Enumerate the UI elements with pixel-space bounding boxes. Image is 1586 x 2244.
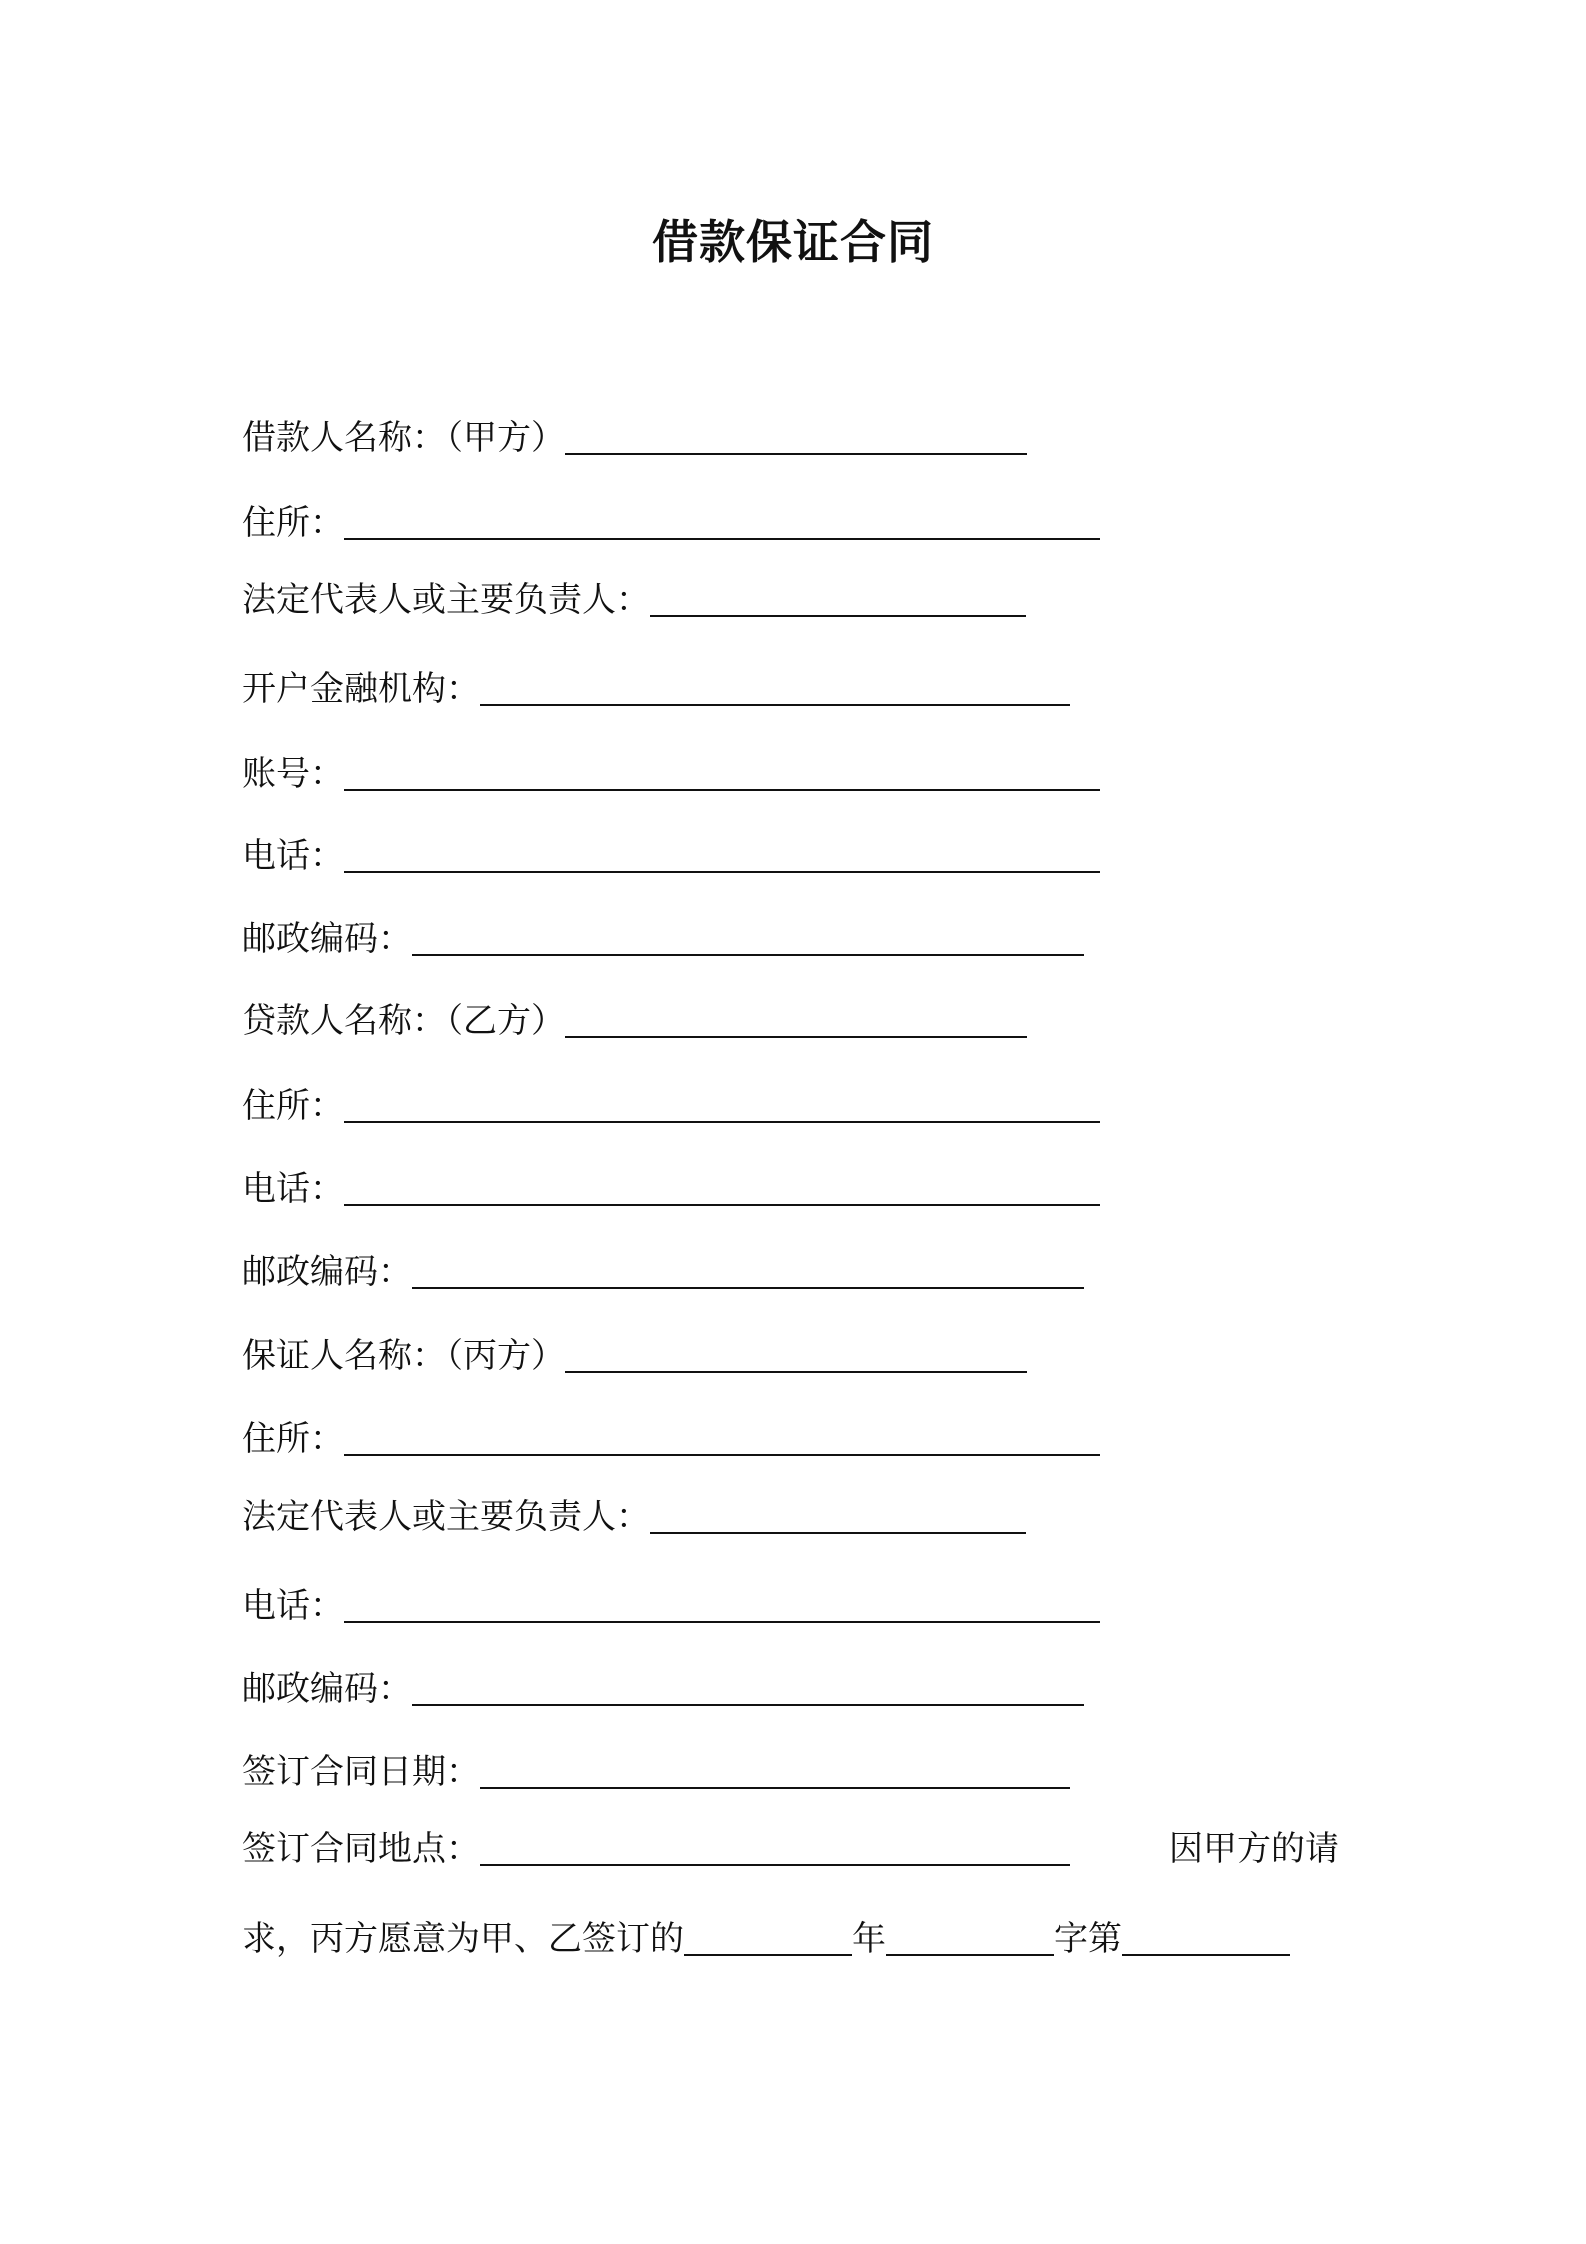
guarantor-phone-field xyxy=(242,1583,1100,1629)
borrower-address-field xyxy=(242,500,1100,546)
fill-in-blank[interactable] xyxy=(684,1914,852,1956)
paragraph-text: 年 xyxy=(852,1919,886,1959)
fill-in-blank[interactable] xyxy=(565,996,1027,1038)
field-label: 贷款人名称：（乙方） xyxy=(242,1001,565,1041)
borrower-name-field xyxy=(242,415,1027,461)
lender-name-field xyxy=(242,998,1027,1044)
borrower-postcode-field xyxy=(242,916,1084,962)
signing-date-field xyxy=(242,1749,1070,1795)
borrower-phone-field xyxy=(242,833,1100,879)
fill-in-blank[interactable] xyxy=(480,1824,1070,1866)
lender-address-field xyxy=(242,1083,1100,1129)
field-label: 签订合同日期： xyxy=(242,1752,480,1792)
borrower-representative-field xyxy=(242,577,1026,623)
field-label: 住所： xyxy=(242,503,344,543)
field-label: 保证人名称：（丙方） xyxy=(242,1336,565,1376)
fill-in-blank[interactable] xyxy=(344,1581,1100,1623)
document-title: 借款保证合同 xyxy=(652,215,934,269)
fill-in-blank[interactable] xyxy=(565,1331,1027,1373)
fill-in-blank[interactable] xyxy=(344,1164,1100,1206)
field-label: 邮政编码： xyxy=(242,1669,412,1709)
field-label: 住所： xyxy=(242,1419,344,1459)
fill-in-blank[interactable] xyxy=(344,498,1100,540)
fill-in-blank[interactable] xyxy=(650,575,1026,617)
field-label: 签订合同地点： xyxy=(242,1829,480,1869)
fill-in-blank[interactable] xyxy=(344,831,1100,873)
guarantor-representative-field xyxy=(242,1494,1026,1540)
lender-phone-field xyxy=(242,1166,1100,1212)
fill-in-blank[interactable] xyxy=(412,1247,1084,1289)
field-label: 邮政编码： xyxy=(242,1252,412,1292)
field-label: 借款人名称：（甲方） xyxy=(242,418,565,458)
field-label: 住所： xyxy=(242,1086,344,1126)
field-label: 邮政编码： xyxy=(242,919,412,959)
paragraph-start-text: 因甲方的请 xyxy=(1169,1829,1339,1869)
borrower-bank-field xyxy=(242,666,1070,712)
field-label: 法定代表人或主要负责人： xyxy=(242,580,650,620)
guarantor-postcode-field xyxy=(242,1666,1084,1712)
fill-in-blank[interactable] xyxy=(344,1414,1100,1456)
field-label: 电话： xyxy=(242,1169,344,1209)
field-label: 法定代表人或主要负责人： xyxy=(242,1497,650,1537)
guarantor-address-field xyxy=(242,1416,1100,1462)
field-label: 开户金融机构： xyxy=(242,669,480,709)
field-label: 电话： xyxy=(242,1586,344,1626)
field-label: 账号： xyxy=(242,754,344,794)
fill-in-blank[interactable] xyxy=(650,1492,1026,1534)
fill-in-blank[interactable] xyxy=(480,1747,1070,1789)
signing-place-field xyxy=(242,1826,1352,1872)
fill-in-blank[interactable] xyxy=(344,1081,1100,1123)
paragraph-text: 求，丙方愿意为甲、乙签订的 xyxy=(242,1919,684,1959)
borrower-account-field xyxy=(242,751,1100,797)
fill-in-blank[interactable] xyxy=(412,1664,1084,1706)
fill-in-blank[interactable] xyxy=(480,664,1070,706)
lender-postcode-field xyxy=(242,1249,1084,1295)
paragraph-text: 字第 xyxy=(1054,1919,1122,1959)
guarantor-name-field xyxy=(242,1333,1027,1379)
fill-in-blank[interactable] xyxy=(565,413,1027,455)
field-label: 电话： xyxy=(242,836,344,876)
fill-in-blank[interactable] xyxy=(886,1914,1054,1956)
fill-in-blank[interactable] xyxy=(344,749,1100,791)
guarantee-paragraph xyxy=(242,1916,1290,1962)
fill-in-blank[interactable] xyxy=(1122,1914,1290,1956)
fill-in-blank[interactable] xyxy=(412,914,1084,956)
